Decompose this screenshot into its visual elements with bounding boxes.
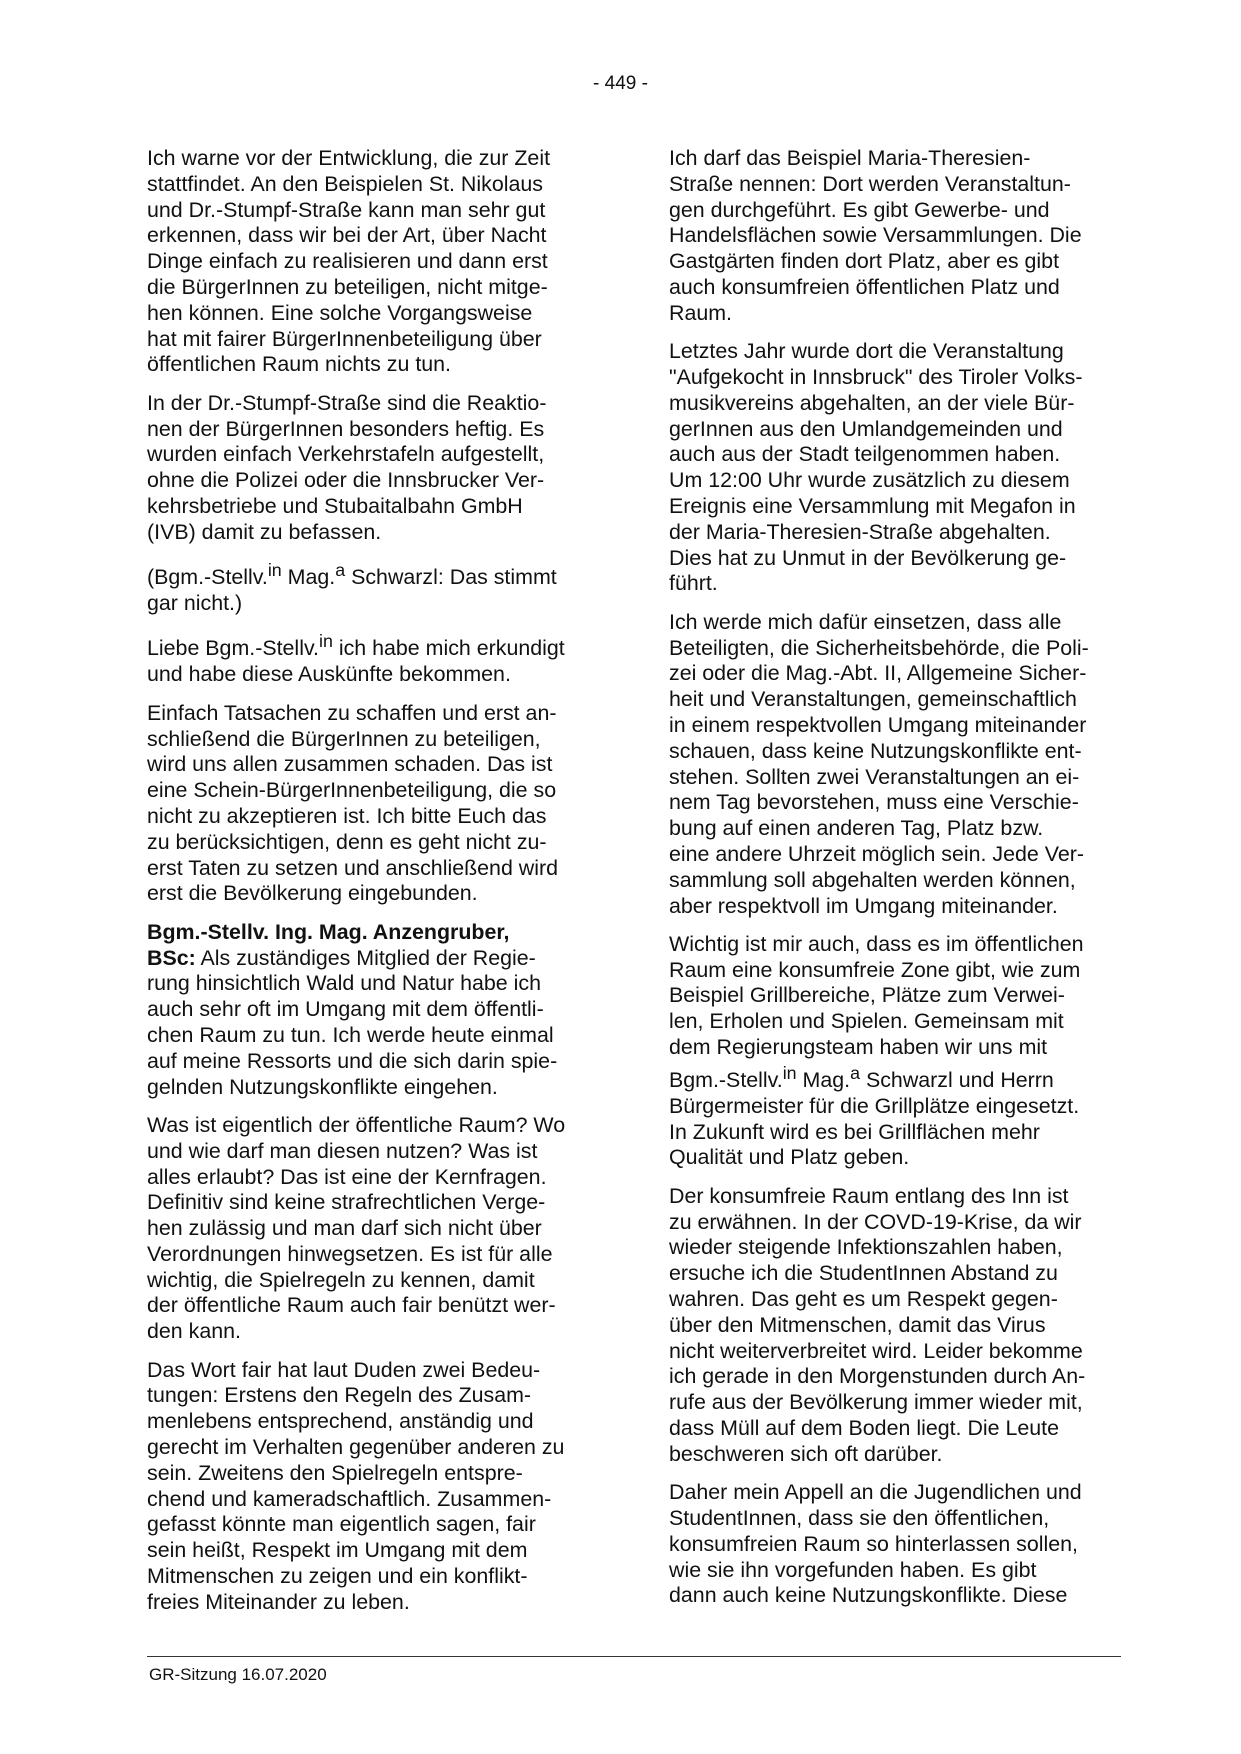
text-line: nicht weiterverbreitet wird. Leider bekomme <box>669 1338 1083 1363</box>
text-line: wurden einfach Verkehrstafeln aufgestellt, <box>147 442 545 467</box>
text-line: erst die Bevölkerung eingebunden. <box>147 881 478 906</box>
paragraph <box>147 1113 602 1345</box>
text-line: Verordnungen hinwegsetzen. Es ist für alle <box>147 1241 553 1266</box>
text-line: Bürgermeister für die Grillplätze eingesetzt. <box>669 1093 1080 1118</box>
text-line: Der konsumfreie Raum entlang des Inn ist <box>669 1183 1069 1208</box>
text-line: auch sehr oft im Umgang mit dem öffentli- <box>147 997 544 1022</box>
text-line: Um 12:00 Uhr wurde zusätzlich zu diesem <box>669 468 1070 493</box>
text-line: Dinge einfach zu realisieren und dann erst <box>147 249 548 274</box>
text-line: gar nicht.) <box>147 591 243 616</box>
text-line: StudentInnen, dass sie den öffentlichen, <box>669 1505 1050 1530</box>
paragraph: Wichtig ist mir auch, dass es im öffentlichen Raum eine konsumfreie Zone gibt, wie zum Beispiel Grillbereiche, Plätze zum Verwei- len, Erholen und Spielen. Gemeinsam mit dem Regierungsteam haben wir uns mit Bgm.-Stellv.$^{in}$ Mag.$^a$ Schwarzl und Herrn Bürgermeister für die Grillplätze eingesetzt. In Zukunft wird es bei Grillflächen mehr Qualität und Platz geben. <box>669 931 1084 1170</box>
text-line: freies Miteinander zu leben. <box>147 1589 410 1614</box>
text-line: len, Erholen und Spielen. Gemeinsam mit <box>669 1009 1064 1034</box>
right-column <box>669 146 1121 1622</box>
text-line: gerInnen aus den Umlandgemeinden und <box>669 416 1063 441</box>
text-line: Definitiv sind keine strafrechtlichen Verge- <box>147 1190 546 1215</box>
paragraph <box>669 1480 1121 1609</box>
text-line: gefasst könnte man eigentlich sagen, fair <box>147 1512 536 1537</box>
text-line: auf meine Ressorts und die sich darin spie- <box>147 1048 558 1073</box>
speaker-name-cont: BSc: <box>147 945 196 970</box>
text-line: Beteiligten, die Sicherheitsbehörde, die Poli- <box>669 635 1089 660</box>
text-line: wahren. Das geht es um Respekt gegen- <box>669 1286 1058 1311</box>
text-line: menlebens entsprechend, anständig und <box>147 1409 534 1434</box>
text-line: Raum. <box>669 300 733 325</box>
footer-text: GR-Sitzung 16.07.2020 <box>149 1665 327 1684</box>
text-line: Raum eine konsumfreie Zone gibt, wie zum <box>669 957 1081 982</box>
text-line: stehen. Sollten zwei Veranstaltungen an ei- <box>669 764 1080 789</box>
text-line: konsumfreien Raum so hinterlassen sollen, <box>669 1531 1079 1556</box>
text-line: führt. <box>669 571 718 596</box>
text-line: auch aus der Stadt teilgenommen haben. <box>669 442 1061 467</box>
text-line: chend und kameradschaftlich. Zusammen- <box>147 1486 552 1511</box>
text-line: heit und Veranstaltungen, gemeinschaftlich <box>669 687 1077 712</box>
text-line: Wichtig ist mir auch, dass es im öffentlichen <box>669 931 1084 956</box>
text-line: "Aufgekocht in Innsbruck" des Tiroler Volks- <box>669 364 1083 389</box>
text-line: ich gerade in den Morgenstunden durch An- <box>669 1364 1086 1389</box>
text-line: schließend die BürgerInnen zu beteiligen, <box>147 726 541 751</box>
text-line: wie sie ihn vorgefunden haben. Es gibt <box>669 1557 1037 1582</box>
text-line: wieder steigende Infektionszahlen haben, <box>669 1235 1063 1260</box>
text-line: und wie darf man diesen nutzen? Was ist <box>147 1138 538 1163</box>
paragraph <box>669 1184 1121 1468</box>
text-line: Straße nennen: Dort werden Veranstaltun- <box>669 171 1071 196</box>
text-line: erst Taten zu setzen und anschließend wird <box>147 855 559 880</box>
text-line: nen der BürgerInnen besonders heftig. Es <box>147 416 545 441</box>
text-line: In Zukunft wird es bei Grillflächen mehr <box>669 1119 1040 1144</box>
text-line: nem Tag bevorstehen, muss eine Verschie- <box>669 790 1079 815</box>
text-line: zu berücksichtigen, denn es geht nicht zu- <box>147 829 547 854</box>
text-line: tungen: Erstens den Regeln des Zusam- <box>147 1383 532 1408</box>
text-line: zei oder die Mag.-Abt. II, Allgemeine Sicher- <box>669 661 1087 686</box>
text-line: gen durchgeführt. Es gibt Gewerbe- und <box>669 197 1050 222</box>
text-line: dass Müll auf dem Boden liegt. Die Leute <box>669 1415 1060 1440</box>
text-line: nicht zu akzeptieren ist. Ich bitte Euch das <box>147 803 547 828</box>
text-line: über den Mitmenschen, damit das Virus <box>669 1312 1046 1337</box>
paragraph <box>669 146 1121 327</box>
text-line: wird uns allen zusammen schaden. Das ist <box>147 752 553 777</box>
paragraph <box>147 1358 602 1616</box>
text-line: dann auch keine Nutzungskonflikte. Diese <box>669 1583 1068 1608</box>
paragraph <box>669 339 1121 597</box>
text-line: stattfindet. An den Beispielen St. Nikolaus <box>147 171 543 196</box>
text-line: der Maria-Theresien-Straße abgehalten. <box>669 519 1051 544</box>
text-line: hat mit fairer BürgerInnenbeteiligung über <box>147 326 542 351</box>
footer-divider <box>147 1656 1121 1657</box>
text-line: aber respektvoll im Umgang miteinander. <box>669 893 1058 918</box>
text-line: öffentlichen Raum nichts zu tun. <box>147 352 452 377</box>
text-line: Ich warne vor der Entwicklung, die zur Zeit <box>147 146 551 170</box>
text-line: und habe diese Auskünfte bekommen. <box>147 662 511 687</box>
text-line: sein. Zweitens den Spielregeln entspre- <box>147 1460 523 1485</box>
speaker-paragraph: Bgm.-Stellv. Ing. Mag. Anzengruber, BSc: Als zuständiges Mitglied der Regie- rung hinsichtlich Wald und Natur habe ich auch sehr oft im Umgang mit dem öffentli- chen Raum zu tun. Ich werde heute einmal auf meine Ressorts und die sich darin spie- gelnden Nutzungskonflikte eingehen. <box>147 919 558 1099</box>
text-line: Ich werde mich dafür einsetzen, dass alle <box>669 609 1062 634</box>
interjection: (Bgm.-Stellv.$^{in}$ Mag.$^a$ Schwarzl: Das stimmt gar nicht.) <box>147 560 557 616</box>
text-line: rung hinsichtlich Wald und Natur habe ich <box>147 971 541 996</box>
text-line: hen können. Eine solche Vorgangsweise <box>147 300 533 325</box>
text-line: eine andere Uhrzeit möglich sein. Jede Ver- <box>669 841 1084 866</box>
text-line: bung auf einen anderen Tag, Platz bzw. <box>669 816 1044 841</box>
text-line: chen Raum zu tun. Ich werde heute einmal <box>147 1022 554 1047</box>
text-line: sein heißt, Respekt im Umgang mit dem <box>147 1538 528 1563</box>
text-line: Daher mein Appell an die Jugendlichen und <box>669 1480 1082 1505</box>
text-line: alles erlaubt? Das ist eine der Kernfragen. <box>147 1164 547 1189</box>
text-line: den kann. <box>147 1319 241 1344</box>
paragraph <box>147 146 602 378</box>
text-line: Beispiel Grillbereiche, Plätze zum Verwei- <box>669 983 1065 1008</box>
left-column <box>147 146 602 1628</box>
text-line: die BürgerInnen zu beteiligen, nicht mitge- <box>147 274 548 299</box>
text-line: Was ist eigentlich der öffentliche Raum? Wo <box>147 1112 566 1137</box>
text-line: zu erwähnen. In der COVD-19-Krise, da wir <box>669 1209 1082 1234</box>
text-line: musikvereins abgehalten, an der viele Bür- <box>669 390 1075 415</box>
text-line: wichtig, die Spielregeln zu kennen, damit <box>147 1267 535 1292</box>
text-line: Ereignis eine Versammlung mit Megafon in <box>669 493 1076 518</box>
page-number: - 449 - <box>593 73 648 94</box>
text-line: Letztes Jahr wurde dort die Veranstaltung <box>669 339 1064 364</box>
text-line: ohne die Polizei oder die Innsbrucker Ver- <box>147 468 545 493</box>
text-line: eine Schein-BürgerInnenbeteiligung, die so <box>147 778 557 803</box>
text-line: rufe aus der Bevölkerung immer wieder mit, <box>669 1390 1083 1415</box>
text-line: ersuche ich die StudentInnen Abstand zu <box>669 1261 1058 1286</box>
text-line: Mitmenschen zu zeigen und ein konflikt- <box>147 1564 528 1589</box>
paragraph <box>147 391 602 546</box>
text-line: in einem respektvollen Umgang miteinander <box>669 712 1087 737</box>
text-line: sammlung soll abgehalten werden können, <box>669 867 1076 892</box>
text-line: schauen, dass keine Nutzungskonflikte ent- <box>669 738 1082 763</box>
text-line: Einfach Tatsachen zu schaffen und erst an- <box>147 700 557 725</box>
text-line: In der Dr.-Stumpf-Straße sind die Reaktio- <box>147 390 547 415</box>
text-line: dem Regierungsteam haben wir uns mit <box>669 1035 1048 1060</box>
paragraph: Liebe Bgm.-Stellv.$^{in}$ ich habe mich erkundigt und habe diese Auskünfte bekommen. <box>147 631 565 687</box>
text-line: gerecht im Verhalten gegenüber anderen zu <box>147 1435 565 1460</box>
paragraph <box>669 610 1121 920</box>
text-line: und Dr.-Stumpf-Straße kann man sehr gut <box>147 197 546 222</box>
text-line: Handelsflächen sowie Versammlungen. Die <box>669 223 1082 248</box>
text-line: auch konsumfreien öffentlichen Platz und <box>669 274 1060 299</box>
text-line: beschweren sich oft darüber. <box>669 1441 943 1466</box>
text-line: (IVB) damit zu befassen. <box>147 519 382 544</box>
speaker-name: Bgm.-Stellv. Ing. Mag. Anzengruber, <box>147 919 510 944</box>
paragraph <box>147 701 602 907</box>
text-line: Das Wort fair hat laut Duden zwei Bedeu- <box>147 1357 541 1382</box>
text-line: hen zulässig und man darf sich nicht über <box>147 1216 542 1241</box>
text-line: kehrsbetriebe und Stubaitalbahn GmbH <box>147 493 523 518</box>
text-line: erkennen, dass wir bei der Art, über Nacht <box>147 223 547 248</box>
text-line: Dies hat zu Unmut in der Bevölkerung ge- <box>669 545 1067 570</box>
text-line: Gastgärten finden dort Platz, aber es gibt <box>669 249 1060 274</box>
text-line: der öffentliche Raum auch fair benützt wer- <box>147 1293 556 1318</box>
text-line: Ich darf das Beispiel Maria-Theresien- <box>669 146 1031 170</box>
text-line: gelnden Nutzungskonflikte eingehen. <box>147 1074 498 1099</box>
text-line: Qualität und Platz geben. <box>669 1145 910 1170</box>
